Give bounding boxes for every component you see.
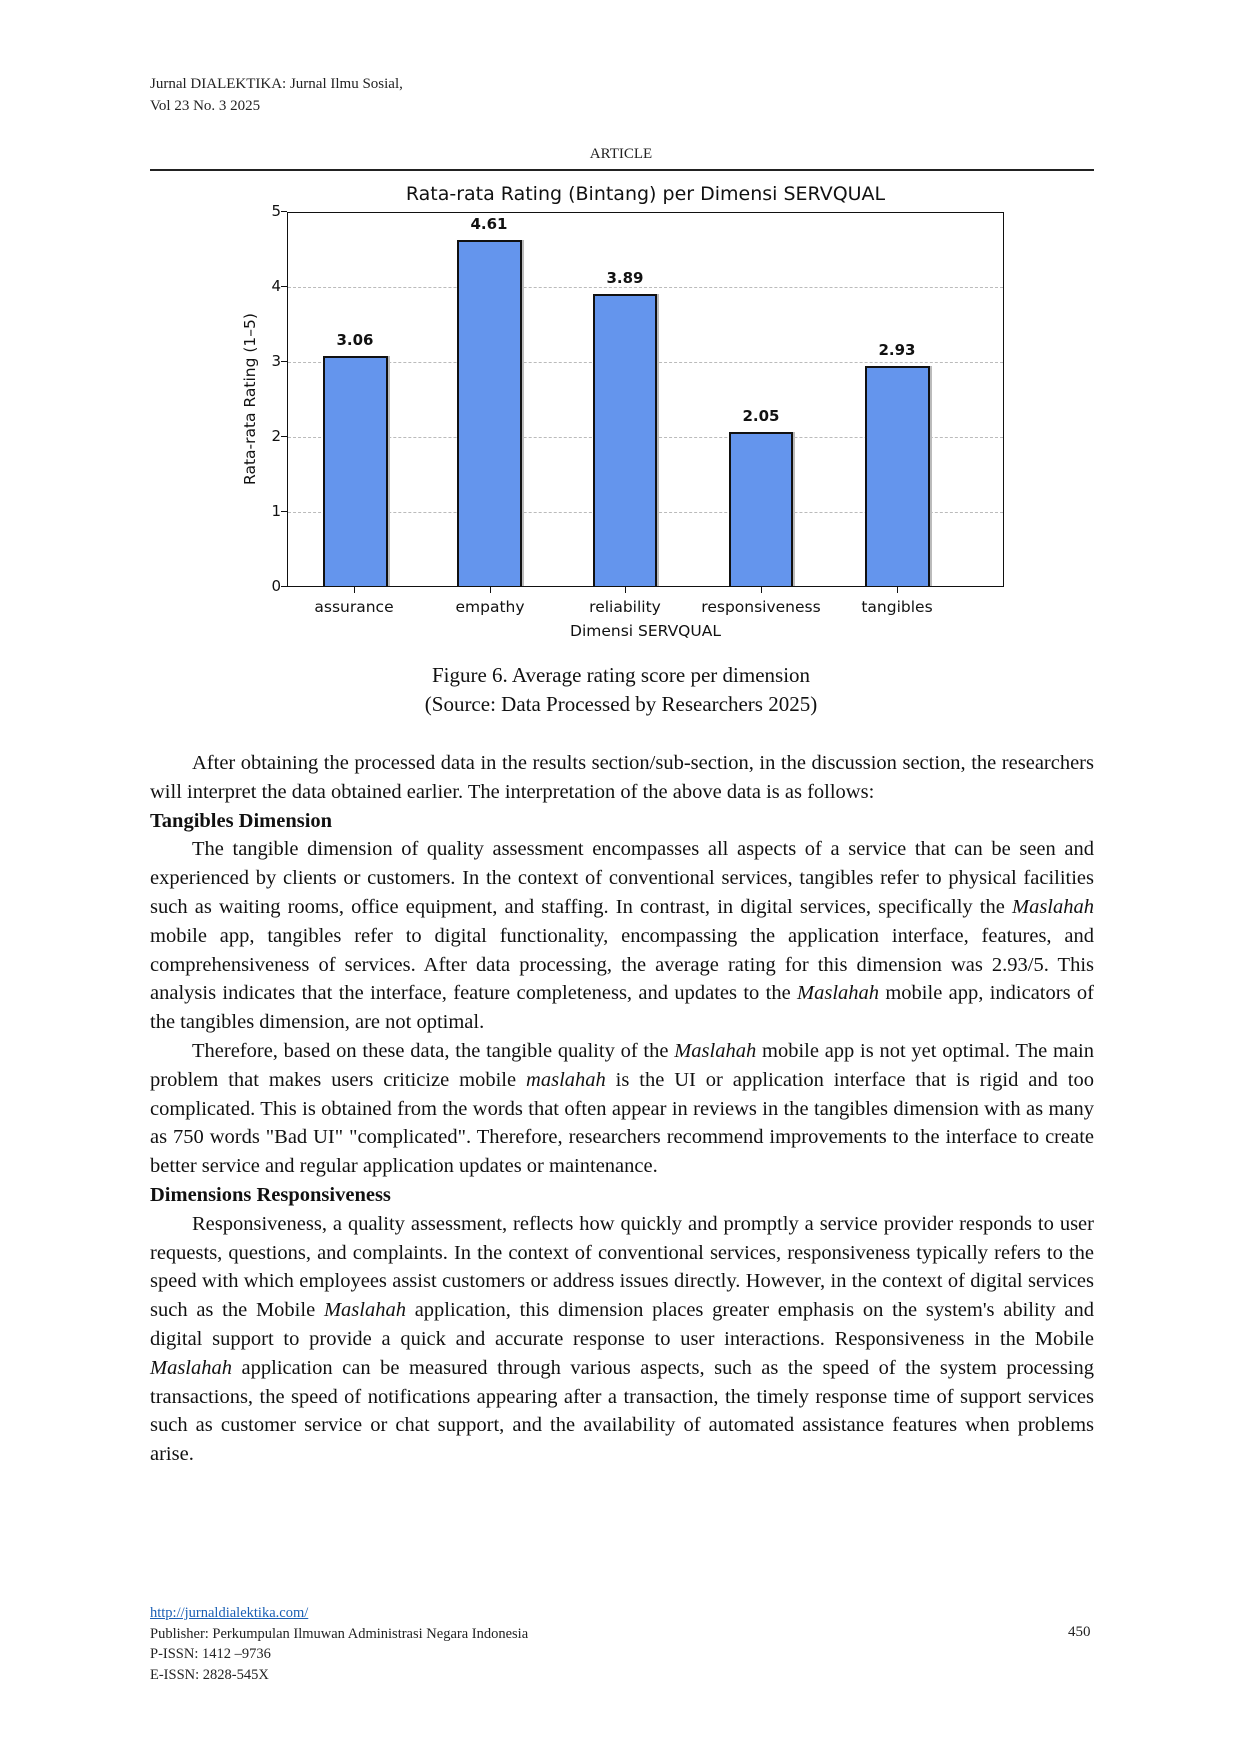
section-label: ARTICLE [589, 146, 653, 162]
bar-tangibles [865, 366, 930, 586]
article-body [150, 749, 1094, 1469]
paragraph [150, 835, 1094, 1037]
text-run: application can be measured through various aspects, such as the speed of the system processing transactions, the speed of notifications appearing after a transaction, the timely response time of support services such as customer service or chat support, and the availability of automated assistance features when problems arise. [150, 1356, 1094, 1466]
italic-term: Maslahah [150, 1356, 232, 1379]
paragraph [150, 1037, 1094, 1181]
footer [150, 1603, 528, 1685]
bar-reliability [593, 294, 657, 586]
bar-value-label: 2.05 [742, 407, 780, 425]
text-run: The tangible dimension of quality assessment encompasses all aspects of a service that can be seen and experienced by clients or customers. In the context of conventional services, tangibles refer to physical facilities such as waiting rooms, office equipment, and staffing. In contrast, in digital services, specifically the [150, 838, 1094, 918]
section-heading-tangibles: Tangibles Dimension [150, 809, 333, 832]
gridline [288, 287, 1003, 288]
x-tick-label: reliability [589, 598, 661, 616]
text-run: mobile app, indicators of the tangibles dimension, are not optimal. [150, 982, 1094, 1034]
text-run: mobile app is not yet optimal. The main problem that makes users criticize mobile [150, 1039, 1095, 1091]
text-run: mobile app, tangibles refer to digital functionality, encompassing the application interface, features, and comprehensiveness of services. After data processing, the average rating for this dimension was 2.93/5. This analysis indicates that the interface, feature completeness, and updates to the [150, 924, 1094, 1005]
y-tick-label: 4 [271, 277, 281, 295]
page-number: 450 [1068, 1624, 1091, 1640]
y-tick-label: 5 [271, 202, 281, 220]
section-heading-responsiveness: Dimensions Responsiveness [150, 1183, 391, 1206]
x-tick-mark [490, 587, 491, 593]
intro-paragraph: After obtaining the processed data in the results section/sub-section, in the discussion section, the researchers will interpret the data obtained earlier. The interpretation of the above data is as follows: [150, 752, 1094, 803]
italic-term: maslahah [526, 1068, 606, 1091]
text-run: application, this dimension places greater emphasis on the system's ability and digital support to provide a quick and accurate response to user interactions. Responsiveness in the Mobile [150, 1299, 1094, 1350]
bar-responsiveness [729, 432, 793, 586]
y-tick-label: 2 [271, 427, 281, 445]
y-tick-label: 0 [271, 577, 281, 595]
y-tick-label: 3 [271, 352, 281, 370]
x-tick-label: responsiveness [701, 598, 821, 616]
x-tick-mark [625, 587, 626, 593]
plot-area [287, 212, 1004, 587]
bar-value-label: 3.06 [336, 331, 374, 349]
bar-assurance [323, 356, 388, 586]
bar-value-label: 2.93 [878, 341, 916, 359]
chart-title: Rata-rata Rating (Bintang) per Dimensi SERVQUAL [405, 183, 886, 205]
x-axis-label: Dimensi SERVQUAL [570, 622, 721, 640]
journal-title: Jurnal DIALEKTIKA: Jurnal Ilmu Sosial, [150, 76, 403, 92]
italic-term: Maslahah [1012, 895, 1094, 918]
italic-term: Maslahah [797, 982, 880, 1005]
bar-value-label: 4.61 [470, 215, 508, 233]
text-run: Responsiveness, a quality assessment, reflects how quickly and promptly a service provider responds to user requests, questions, and complaints. In the context of conventional services, responsiveness typically refers to the speed with which employees assist customers or address issues directly. However, in the context of digital services such as the Mobile [150, 1212, 1094, 1322]
text-run: is the UI or application interface that is rigid and too complicated. This is obtained from the words that often appear in reviews in the tangibles dimension with as many as 750 words "Bad UI" "complicated". Therefore, researchers recommend improvements to the interface to create better service and regular application updates or maintenance. [150, 1068, 1095, 1178]
journal-volume: Vol 23 No. 3 2025 [150, 98, 261, 114]
x-tick-label: assurance [314, 598, 394, 616]
x-tick-mark [354, 587, 355, 593]
italic-term: Maslahah [323, 1299, 406, 1322]
e-issn: E-ISSN: 2828-545X [150, 1666, 269, 1683]
journal-url-link[interactable]: http://jurnaldialektika.com/ [150, 1605, 309, 1621]
p-issn: P-ISSN: 1412 –9736 [150, 1646, 271, 1662]
x-tick-mark [761, 587, 762, 593]
figure-caption: Figure 6. Average rating score per dimension [431, 663, 811, 687]
x-tick-label: tangibles [861, 598, 933, 616]
x-tick-label: empathy [455, 598, 525, 616]
paragraph [150, 1210, 1094, 1469]
x-tick-mark [897, 587, 898, 593]
y-axis-label: Rata-rata Rating (1–5) [241, 313, 259, 485]
y-tick-label: 1 [271, 502, 281, 520]
publisher: Publisher: Perkumpulan Ilmuwan Administrasi Negara Indonesia [150, 1625, 529, 1642]
figure-source: (Source: Data Processed by Researchers 2025) [424, 692, 818, 716]
header-divider [150, 169, 1094, 171]
italic-term: Maslahah [674, 1039, 757, 1062]
bar-empathy [457, 240, 522, 586]
bar-value-label: 3.89 [606, 269, 644, 287]
text-run: Therefore, based on these data, the tangible quality of the [192, 1039, 675, 1062]
